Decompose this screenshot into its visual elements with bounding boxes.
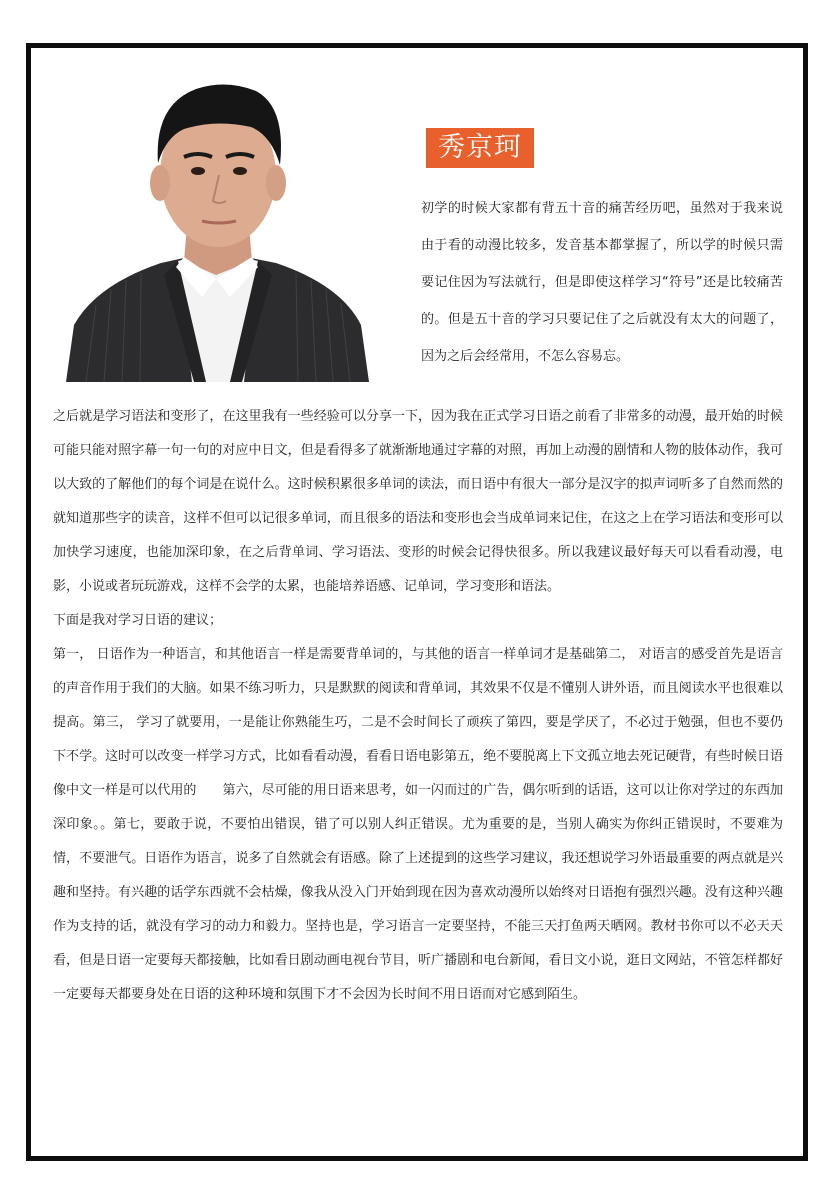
paragraph-advice-list: 第一， 日语作为一种语言，和其他语言一样是需要背单词的，与其他的语言一样单词才是基础第二， 对语言的感受首先是语言的声音作用于我们的大脑。如果不练习听力，只是默默的阅读和背单词，其效果不仅是不懂别人讲外语，而且阅读水平也很难以提高。第三， 学习了就要用，一是能让你熟能生巧，二是不会时间长了顽疾了第四，要是学厌了，不必过于勉强，但也不要仍下不学。这时可以改变一样学习方式，比如看看动漫，看看日语电影第五，绝不要脱离上下文孤立地去死记硬背，有些时候日语像中文一样是可以代用的 第六，尽可能的用日语来思考，如一闪而过的广告，偶尔听到的话语，这可以让你对学过的东西加深印象。。第七，要敢于说，不要怕出错误，错了可以别人纠正错误。尤为重要的是，当别人确实为你纠正错误时，不要难为情，不要泄气。日语作为语言，说多了自然就会有语感。除了上述提到的这些学习建议，我还想说学习外语最重要的两点就是兴趣和坚持。有兴趣的话学东西就不会枯燥，像我从没入门开始到现在因为喜欢动漫所以始终对日语抱有强烈兴趣。没有这种兴趣作为支持的话，就没有学习的动力和毅力。坚持也是，学习语言一定要坚持，不能三天打鱼两天晒网。教材书你可以不必天天看，但是日语一定要每天都接触，比如看日剧动画电视台节目，听广播剧和电台新闻，看日文小说，逛日文网站，不管怎样都好一定要每天都要身处在日语的这种环境和氛围下才不会因为长时间不用日语而对它感到陌生。 xyxy=(53,647,783,1002)
avatar xyxy=(66,75,369,382)
article-body xyxy=(53,400,783,1012)
portrait-photo-icon xyxy=(66,75,369,382)
page-frame xyxy=(26,43,808,1161)
intro-paragraph: 初学的时候大家都有背五十音的痛苦经历吧，虽然对于我来说由于看的动漫比较多，发音基本都掌握了，所以学的时候只需要记住因为写法就行，但是即使这样学习“符号”还是比较痛苦的。但是五十音的学习只要记住了之后就没有太大的问题了，因为之后会经常用，不怎么容易忘。 xyxy=(421,201,783,364)
paragraph-grammar: 之后就是学习语法和变形了，在这里我有一些经验可以分享一下，因为我在正式学习日语之前看了非常多的动漫，最开始的时候可能只能对照字幕一句一句的对应中日文，但是看得多了就渐渐地通过字幕的对照，再加上动漫的剧情和人物的肢体动作，我可以大致的了解他们的每个词是在说什么。这时候积累很多单词的读法，而日语中有很大一部分是汉字的拟声词听多了自然而然的就知道那些字的读音，这样不但可以记很多单词，而且很多的语法和变形也会当成单词来记住，在这之上在学习语法和变形可以加快学习速度，也能加深印象，在之后背单词、学习语法、变形的时候会记得快很多。所以我建议最好每天可以看看动漫，电影，小说或者玩玩游戏，这样不会学的太累，也能培养语感、记单词，学习变形和语法。 xyxy=(53,409,783,594)
paragraph-advice-heading: 下面是我对学习日语的建议； xyxy=(53,613,223,628)
name-badge: 秀京珂 xyxy=(426,128,534,168)
